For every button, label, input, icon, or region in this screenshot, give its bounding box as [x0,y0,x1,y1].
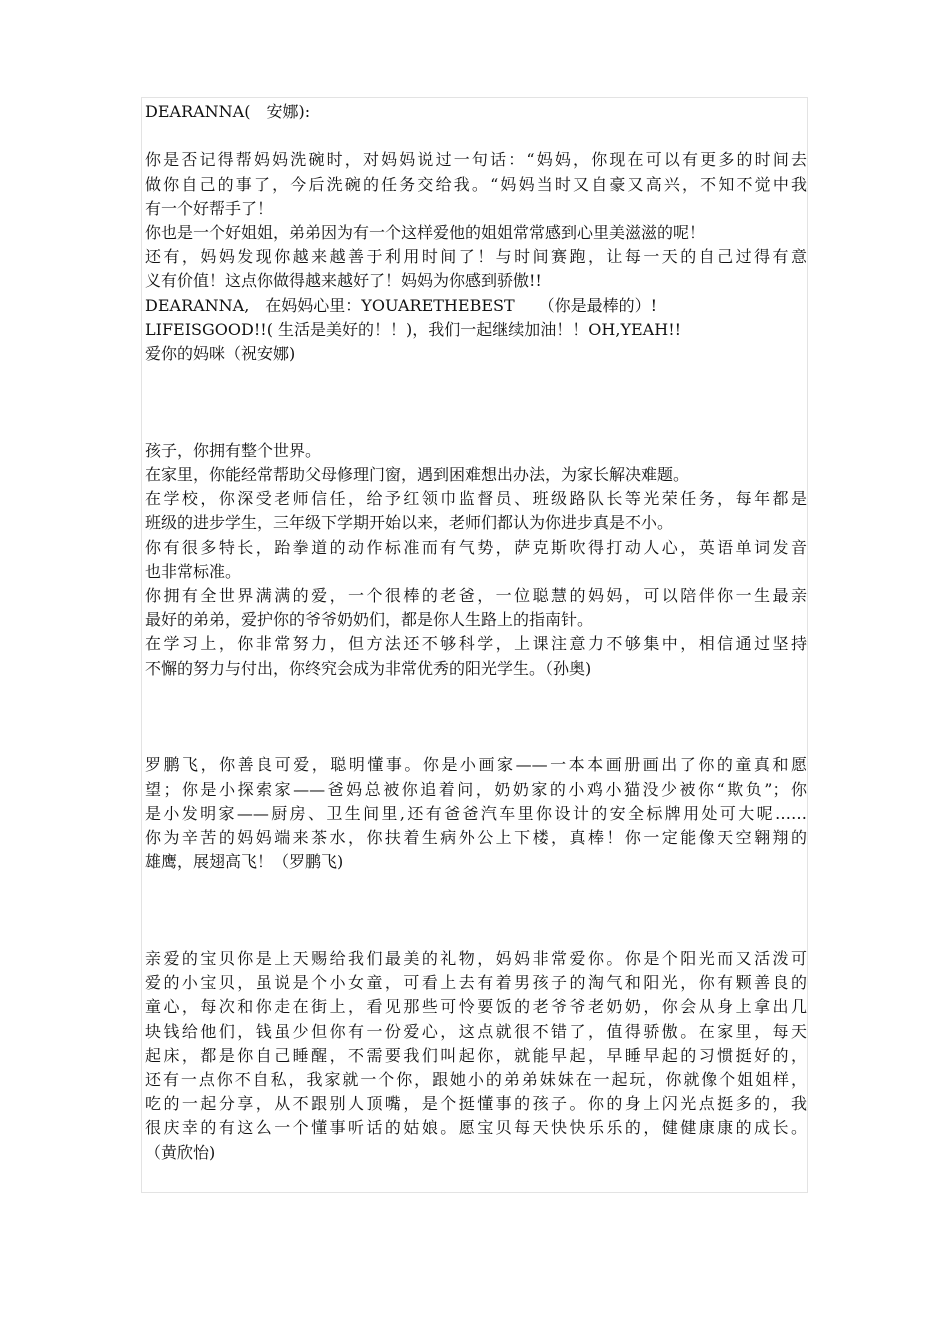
document-body [145,100,807,1165]
paragraph-line: 有一个好帮手了！ [145,198,274,218]
paragraph-line: 你也是一个好姐姐，弟弟因为有一个这样爱他的姐姐常常感到心里美滋滋的呢！ [145,223,706,242]
section-spacer [145,729,807,753]
section-spacer [145,366,807,414]
section-spacer [145,681,807,729]
paragraph-line: 你有很多特长，跆拳道的动作标准而有气势，萨克斯吹得打动人心，英语单词发音 [145,537,807,557]
letter-huang-xinyi [145,947,807,1165]
paragraph-line: 孩子，你拥有整个世界。 [145,440,322,460]
paragraph-line: LIFEISGOOD!!( 生活是美好的！！)，我们一起继续加油！！OH,YEAH!! [145,319,682,339]
paragraph-line: 义有价值！这点你做得越来越好了！妈妈为你感到骄傲!! [145,271,542,291]
paragraph-line: 在学习上，你非常努力，但方法还不够科学，上课注意力不够集中，相信通过坚持 [145,634,807,654]
paragraph-line: 你为辛苦的妈妈端来茶水，你扶着生病外公上下楼，真棒！你一定能像天空翱翔的 [145,828,807,848]
letter-anna [145,100,807,366]
paragraph-line: 很庆幸的有这么一个懂事听话的姑娘。愿宝贝每天快快乐乐的，健健康康的成长。 [145,1118,807,1138]
paragraph-line: 雄鹰，展翅高飞！（罗鹏飞) [145,852,344,872]
section-spacer [145,874,807,922]
section-spacer [145,923,807,947]
paragraph-line: 你是否记得帮妈妈洗碗时，对妈妈说过一句话：“妈妈，你现在可以有更多的时间去 [145,150,807,170]
blank-line [145,124,807,148]
paragraph-line: 在家里，你能经常帮助父母修理门窗，遇到困难想出办法，为家长解决难题。 [145,465,690,484]
letter-greeting: DEARANNA( 安娜): [145,102,311,121]
paragraph-line: 吃的一起分享，从不跟别人顶嘴，是个挺懂事的孩子。你的身上闪光点挺多的，我 [145,1094,807,1114]
paragraph-line: 最好的弟弟，爱护你的爷爷奶奶们，都是你人生路上的指南针。 [145,610,594,630]
paragraph-line: DEARANNA, 在妈妈心里：YOUARETHEBEST （你是最棒的）! [145,295,658,315]
paragraph-line: 还有，妈妈发现你越来越善于利用时间了！与时间赛跑，让每一天的自己过得有意 [145,247,807,267]
paragraph-line: 你拥有全世界满满的爱，一个很棒的老爸，一位聪慧的妈妈，可以陪伴你一生最亲 [145,586,807,606]
paragraph-line: 童心，每次和你走在街上，看见那些可怜要饭的老爷爷老奶奶，你会从身上拿出几 [145,997,807,1017]
paragraph-line: 不懈的努力与付出，你终究会成为非常优秀的阳光学生。（孙奥) [145,658,592,678]
paragraph-line: 罗鹏飞，你善良可爱，聪明懂事。你是小画家——一本本画册画出了你的童真和愿 [145,755,807,775]
paragraph-line: 做你自己的事了，今后洗碗的任务交给我。“妈妈当时又自豪又高兴，不知不觉中我 [145,174,807,194]
paragraph-line: 在学校，你深受老师信任，给予红领巾监督员、班级路队长等光荣任务，每年都是 [145,489,807,509]
letter-luo-pengfei [145,753,807,874]
paragraph-line: 爱的小宝贝，虽说是个小女童，可看上去有着男孩子的淘气和阳光，你有颗善良的 [145,973,807,993]
paragraph-line: 望；你是小探索家——爸妈总被你追着问，奶奶家的小鸡小猫没少被你“欺负”；你 [145,779,807,799]
paragraph-line: 还有一点你不自私，我家就一个你，跟她小的弟弟妹妹在一起玩，你就像个姐姐样， [145,1070,807,1090]
paragraph-line: 也非常标准。 [145,561,242,581]
letter-signature: 爱你的妈咪（祝安娜) [145,344,296,364]
paragraph-line: 班级的进步学生，三年级下学期开始以来，老师们都认为你进步真是不小。 [145,513,674,533]
letter-sun-ao [145,439,807,681]
paragraph-line: 起床，都是你自己睡醒，不需要我们叫起你，就能早起，早睡早起的习惯挺好的， [145,1045,807,1065]
paragraph-line: 是小发明家——厨房、卫生间里,还有爸爸汽车里你设计的安全标牌用处可大呢…… [145,803,807,823]
paragraph-line: 块钱给他们，钱虽少但你有一份爱心，这点就很不错了，值得骄傲。在家里，每天 [145,1021,807,1041]
paragraph-line: 亲爱的宝贝你是上天赐给我们最美的礼物，妈妈非常爱你。你是个阳光而又活泼可 [145,949,807,968]
section-spacer [145,415,807,439]
paragraph-line: （黄欣怡) [145,1142,216,1162]
